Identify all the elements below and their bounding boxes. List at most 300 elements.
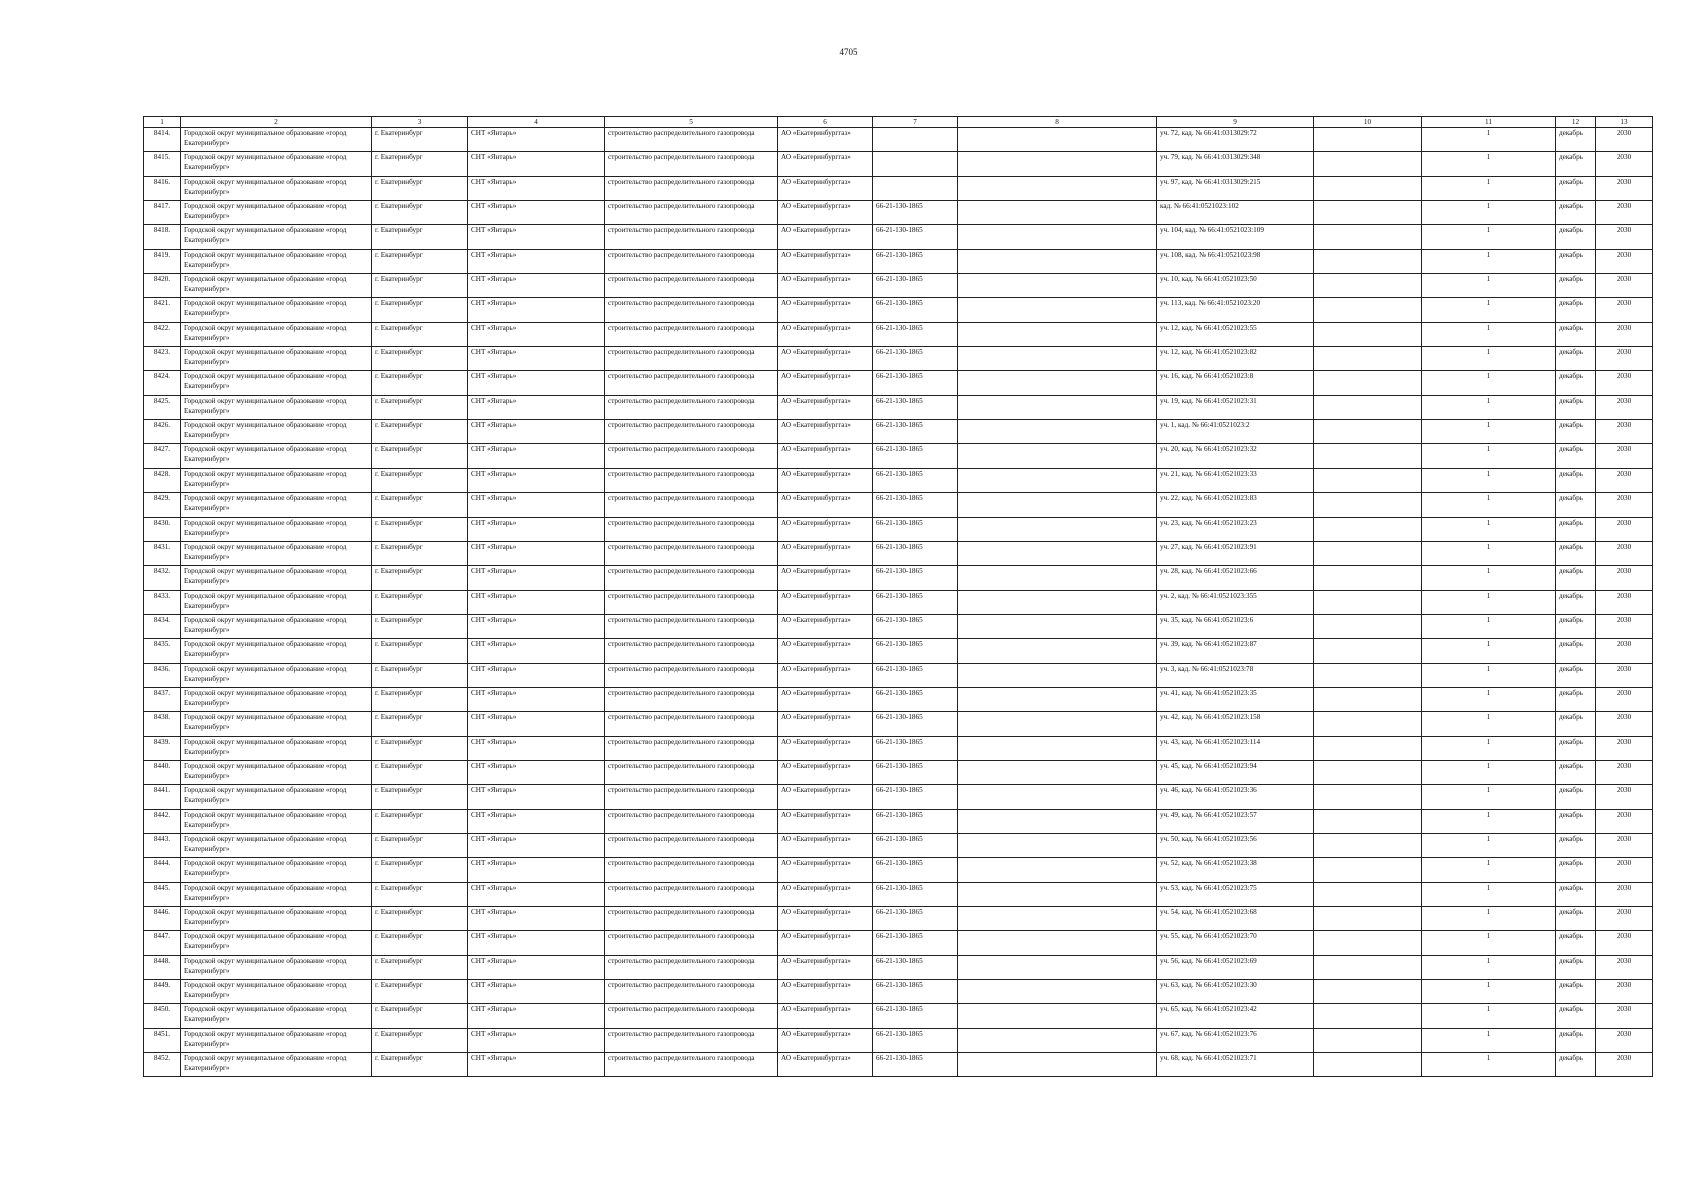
row-number: 8445. [144,882,181,906]
work-type-cell: строительство распределительного газопровода [605,298,778,322]
quantity-cell: 1 [1422,590,1556,614]
city-cell: г. Екатеринбург [372,980,468,1004]
work-type-cell: строительство распределительного газопровода [605,907,778,931]
table-row [144,566,1653,590]
municipality-cell: Городской округ муниципальное образование «город Екатеринбург» [181,980,372,1004]
column-10-cell [1314,152,1422,176]
city-cell: г. Екатеринбург [372,128,468,152]
month-cell: декабрь [1556,1004,1596,1028]
work-type-cell: строительство распределительного газопровода [605,371,778,395]
organization-cell: АО «Екатеринбурггаз» [778,736,873,760]
organization-cell: АО «Екатеринбурггаз» [778,1028,873,1052]
column-8-cell [958,395,1157,419]
table-row [144,201,1653,225]
permit-code-cell: 66-21-130-1865 [873,298,958,322]
column-8-cell [958,931,1157,955]
month-cell: декабрь [1556,201,1596,225]
column-8-cell [958,907,1157,931]
municipality-cell: Городской округ муниципальное образование «город Екатеринбург» [181,322,372,346]
row-number: 8435. [144,639,181,663]
month-cell: декабрь [1556,785,1596,809]
month-cell: декабрь [1556,517,1596,541]
quantity-cell: 1 [1422,907,1556,931]
work-type-cell: строительство распределительного газопровода [605,833,778,857]
organization-cell: АО «Екатеринбурггаз» [778,590,873,614]
municipality-cell: Городской округ муниципальное образование «город Екатеринбург» [181,955,372,979]
row-number: 8430. [144,517,181,541]
municipality-cell: Городской округ муниципальное образование «город Екатеринбург» [181,566,372,590]
object-cell: СНТ «Янтарь» [468,833,605,857]
permit-code-cell: 66-21-130-1865 [873,833,958,857]
column-10-cell [1314,493,1422,517]
organization-cell: АО «Екатеринбурггаз» [778,1004,873,1028]
city-cell: г. Екатеринбург [372,274,468,298]
table-row [144,687,1653,711]
organization-cell: АО «Екатеринбурггаз» [778,322,873,346]
row-number: 8438. [144,712,181,736]
object-cell: СНТ «Янтарь» [468,955,605,979]
column-8-cell [958,980,1157,1004]
parcel-cell: уч. 79, кад. № 66:41:0313029:348 [1157,152,1314,176]
permit-code-cell: 66-21-130-1865 [873,274,958,298]
permit-code-cell: 66-21-130-1865 [873,931,958,955]
object-cell: СНТ «Янтарь» [468,1053,605,1077]
row-number: 8428. [144,468,181,492]
municipality-cell: Городской округ муниципальное образование «город Екатеринбург» [181,882,372,906]
quantity-cell: 1 [1422,858,1556,882]
work-type-cell: строительство распределительного газопровода [605,1053,778,1077]
month-cell: декабрь [1556,736,1596,760]
work-type-cell: строительство распределительного газопровода [605,468,778,492]
month-cell: декабрь [1556,833,1596,857]
column-10-cell [1314,712,1422,736]
quantity-cell: 1 [1422,809,1556,833]
row-number: 8434. [144,614,181,638]
row-number: 8416. [144,176,181,200]
object-cell: СНТ «Янтарь» [468,274,605,298]
organization-cell: АО «Екатеринбурггаз» [778,444,873,468]
column-10-cell [1314,371,1422,395]
organization-cell: АО «Екатеринбурггаз» [778,614,873,638]
column-header: 1 [144,117,181,128]
month-cell: декабрь [1556,566,1596,590]
organization-cell: АО «Екатеринбурггаз» [778,395,873,419]
work-type-cell: строительство распределительного газопровода [605,517,778,541]
column-10-cell [1314,517,1422,541]
permit-code-cell: 66-21-130-1865 [873,493,958,517]
month-cell: декабрь [1556,493,1596,517]
object-cell: СНТ «Янтарь» [468,468,605,492]
permit-code-cell: 66-21-130-1865 [873,468,958,492]
column-10-cell [1314,298,1422,322]
row-number: 8451. [144,1028,181,1052]
month-cell: декабрь [1556,931,1596,955]
city-cell: г. Екатеринбург [372,541,468,565]
column-10-cell [1314,760,1422,784]
year-cell: 2030 [1596,663,1653,687]
column-8-cell [958,785,1157,809]
work-type-cell: строительство распределительного газопровода [605,1028,778,1052]
city-cell: г. Екатеринбург [372,444,468,468]
municipality-cell: Городской округ муниципальное образование «город Екатеринбург» [181,152,372,176]
permit-code-cell: 66-21-130-1865 [873,1004,958,1028]
work-type-cell: строительство распределительного газопровода [605,882,778,906]
year-cell: 2030 [1596,712,1653,736]
row-number: 8426. [144,420,181,444]
permit-code-cell: 66-21-130-1865 [873,712,958,736]
table-row [144,809,1653,833]
parcel-cell: уч. 97, кад. № 66:41:0313029:215 [1157,176,1314,200]
object-cell: СНТ «Янтарь» [468,298,605,322]
row-number: 8425. [144,395,181,419]
row-number: 8417. [144,201,181,225]
table-row [144,371,1653,395]
work-type-cell: строительство распределительного газопровода [605,590,778,614]
table-row [144,590,1653,614]
parcel-cell: уч. 43, кад. № 66:41:0521023:114 [1157,736,1314,760]
parcel-cell: уч. 22, кад. № 66:41:0521023:83 [1157,493,1314,517]
city-cell: г. Екатеринбург [372,420,468,444]
city-cell: г. Екатеринбург [372,1053,468,1077]
quantity-cell: 1 [1422,882,1556,906]
column-8-cell [958,1028,1157,1052]
parcel-cell: уч. 113, кад. № 66:41:0521023:20 [1157,298,1314,322]
quantity-cell: 1 [1422,249,1556,273]
city-cell: г. Екатеринбург [372,322,468,346]
row-number: 8422. [144,322,181,346]
object-cell: СНТ «Янтарь» [468,395,605,419]
parcel-cell: уч. 12, кад. № 66:41:0521023:55 [1157,322,1314,346]
quantity-cell: 1 [1422,566,1556,590]
work-type-cell: строительство распределительного газопровода [605,225,778,249]
municipality-cell: Городской округ муниципальное образование «город Екатеринбург» [181,517,372,541]
municipality-cell: Городской округ муниципальное образование «город Екатеринбург» [181,590,372,614]
month-cell: декабрь [1556,907,1596,931]
organization-cell: АО «Екатеринбурггаз» [778,858,873,882]
table-row [144,785,1653,809]
column-10-cell [1314,687,1422,711]
month-cell: декабрь [1556,347,1596,371]
header-row [144,117,1653,128]
table-row [144,152,1653,176]
column-10-cell [1314,663,1422,687]
permit-code-cell: 66-21-130-1865 [873,809,958,833]
month-cell: декабрь [1556,858,1596,882]
parcel-cell: уч. 27, кад. № 66:41:0521023:91 [1157,541,1314,565]
city-cell: г. Екатеринбург [372,736,468,760]
column-8-cell [958,274,1157,298]
work-type-cell: строительство распределительного газопровода [605,785,778,809]
quantity-cell: 1 [1422,931,1556,955]
column-8-cell [958,225,1157,249]
row-number: 8443. [144,833,181,857]
row-number: 8421. [144,298,181,322]
object-cell: СНТ «Янтарь» [468,493,605,517]
column-10-cell [1314,395,1422,419]
column-8-cell [958,882,1157,906]
column-8-cell [958,493,1157,517]
column-8-cell [958,468,1157,492]
city-cell: г. Екатеринбург [372,760,468,784]
parcel-cell: уч. 16, кад. № 66:41:0521023:8 [1157,371,1314,395]
permit-code-cell: 66-21-130-1865 [873,907,958,931]
quantity-cell: 1 [1422,663,1556,687]
month-cell: декабрь [1556,882,1596,906]
object-cell: СНТ «Янтарь» [468,1004,605,1028]
month-cell: декабрь [1556,371,1596,395]
work-type-cell: строительство распределительного газопровода [605,201,778,225]
table-row [144,249,1653,273]
permit-code-cell: 66-21-130-1865 [873,639,958,663]
table-row [144,980,1653,1004]
object-cell: СНТ «Янтарь» [468,541,605,565]
table-row [144,882,1653,906]
permit-code-cell: 66-21-130-1865 [873,1053,958,1077]
municipality-cell: Городской округ муниципальное образование «город Екатеринбург» [181,444,372,468]
table-row [144,395,1653,419]
municipality-cell: Городской округ муниципальное образование «город Екатеринбург» [181,420,372,444]
column-8-cell [958,176,1157,200]
table-row [144,444,1653,468]
municipality-cell: Городской округ муниципальное образование «город Екатеринбург» [181,736,372,760]
row-number: 8427. [144,444,181,468]
quantity-cell: 1 [1422,687,1556,711]
municipality-cell: Городской округ муниципальное образование «город Екатеринбург» [181,639,372,663]
column-10-cell [1314,1028,1422,1052]
work-type-cell: строительство распределительного газопровода [605,249,778,273]
permit-code-cell: 66-21-130-1865 [873,590,958,614]
month-cell: декабрь [1556,468,1596,492]
work-type-cell: строительство распределительного газопровода [605,931,778,955]
month-cell: декабрь [1556,980,1596,1004]
permit-code-cell: 66-21-130-1865 [873,785,958,809]
year-cell: 2030 [1596,201,1653,225]
parcel-cell: уч. 72, кад. № 66:41:0313029:72 [1157,128,1314,152]
parcel-cell: уч. 50, кад. № 66:41:0521023:56 [1157,833,1314,857]
permit-code-cell: 66-21-130-1865 [873,736,958,760]
parcel-cell: уч. 52, кад. № 66:41:0521023:38 [1157,858,1314,882]
row-number: 8437. [144,687,181,711]
column-10-cell [1314,444,1422,468]
city-cell: г. Екатеринбург [372,931,468,955]
column-8-cell [958,517,1157,541]
city-cell: г. Екатеринбург [372,614,468,638]
permit-code-cell: 66-21-130-1865 [873,444,958,468]
column-10-cell [1314,785,1422,809]
city-cell: г. Екатеринбург [372,347,468,371]
column-10-cell [1314,347,1422,371]
municipality-cell: Городской округ муниципальное образование «город Екатеринбург» [181,541,372,565]
city-cell: г. Екатеринбург [372,639,468,663]
quantity-cell: 1 [1422,128,1556,152]
column-10-cell [1314,736,1422,760]
column-10-cell [1314,274,1422,298]
year-cell: 2030 [1596,809,1653,833]
parcel-cell: уч. 104, кад. № 66:41:0521023:109 [1157,225,1314,249]
work-type-cell: строительство распределительного газопровода [605,152,778,176]
column-10-cell [1314,322,1422,346]
year-cell: 2030 [1596,176,1653,200]
year-cell: 2030 [1596,614,1653,638]
column-8-cell [958,687,1157,711]
municipality-cell: Городской округ муниципальное образование «город Екатеринбург» [181,809,372,833]
row-number: 8442. [144,809,181,833]
city-cell: г. Екатеринбург [372,298,468,322]
municipality-cell: Городской округ муниципальное образование «город Екатеринбург» [181,176,372,200]
quantity-cell: 1 [1422,274,1556,298]
quantity-cell: 1 [1422,712,1556,736]
column-header: 3 [372,117,468,128]
parcel-cell: уч. 39, кад. № 66:41:0521023:87 [1157,639,1314,663]
organization-cell: АО «Екатеринбурггаз» [778,809,873,833]
parcel-cell: уч. 23, кад. № 66:41:0521023:23 [1157,517,1314,541]
work-type-cell: строительство распределительного газопровода [605,566,778,590]
municipality-cell: Городской округ муниципальное образование «город Екатеринбург» [181,468,372,492]
column-8-cell [958,371,1157,395]
table-row [144,541,1653,565]
row-number: 8452. [144,1053,181,1077]
table-row [144,712,1653,736]
object-cell: СНТ «Янтарь» [468,907,605,931]
column-10-cell [1314,614,1422,638]
permit-code-cell: 66-21-130-1865 [873,614,958,638]
row-number: 8441. [144,785,181,809]
quantity-cell: 1 [1422,395,1556,419]
quantity-cell: 1 [1422,493,1556,517]
object-cell: СНТ «Янтарь» [468,517,605,541]
quantity-cell: 1 [1422,347,1556,371]
object-cell: СНТ «Янтарь» [468,639,605,663]
work-type-cell: строительство распределительного газопровода [605,322,778,346]
organization-cell: АО «Екатеринбурггаз» [778,882,873,906]
municipality-cell: Городской округ муниципальное образование «город Екатеринбург» [181,493,372,517]
column-8-cell [958,590,1157,614]
column-header: 10 [1314,117,1422,128]
city-cell: г. Екатеринбург [372,687,468,711]
parcel-cell: уч. 54, кад. № 66:41:0521023:68 [1157,907,1314,931]
year-cell: 2030 [1596,541,1653,565]
organization-cell: АО «Екатеринбурггаз» [778,833,873,857]
table-row [144,736,1653,760]
column-8-cell [958,152,1157,176]
organization-cell: АО «Екатеринбурггаз» [778,468,873,492]
object-cell: СНТ «Янтарь» [468,687,605,711]
work-type-cell: строительство распределительного газопровода [605,809,778,833]
organization-cell: АО «Екатеринбурггаз» [778,955,873,979]
month-cell: декабрь [1556,809,1596,833]
organization-cell: АО «Екатеринбурггаз» [778,152,873,176]
column-10-cell [1314,907,1422,931]
quantity-cell: 1 [1422,298,1556,322]
quantity-cell: 1 [1422,176,1556,200]
column-header: 7 [873,117,958,128]
table-row [144,322,1653,346]
permit-code-cell: 66-21-130-1865 [873,395,958,419]
municipality-cell: Городской округ муниципальное образование «город Екатеринбург» [181,1053,372,1077]
organization-cell: АО «Екатеринбурггаз» [778,274,873,298]
quantity-cell: 1 [1422,980,1556,1004]
city-cell: г. Екатеринбург [372,225,468,249]
city-cell: г. Екатеринбург [372,663,468,687]
table-row [144,614,1653,638]
column-8-cell [958,249,1157,273]
work-type-cell: строительство распределительного газопровода [605,420,778,444]
work-type-cell: строительство распределительного газопровода [605,663,778,687]
column-8-cell [958,760,1157,784]
parcel-cell: уч. 53, кад. № 66:41:0521023:75 [1157,882,1314,906]
parcel-cell: уч. 49, кад. № 66:41:0521023:57 [1157,809,1314,833]
table-row [144,1028,1653,1052]
object-cell: СНТ «Янтарь» [468,201,605,225]
parcel-cell: кад. № 66:41:0521023:102 [1157,201,1314,225]
permit-code-cell: 66-21-130-1865 [873,687,958,711]
quantity-cell: 1 [1422,955,1556,979]
permit-code-cell: 66-21-130-1865 [873,420,958,444]
city-cell: г. Екатеринбург [372,809,468,833]
object-cell: СНТ «Янтарь» [468,249,605,273]
row-number: 8431. [144,541,181,565]
organization-cell: АО «Екатеринбурггаз» [778,760,873,784]
column-8-cell [958,663,1157,687]
month-cell: декабрь [1556,760,1596,784]
quantity-cell: 1 [1422,371,1556,395]
quantity-cell: 1 [1422,517,1556,541]
parcel-cell: уч. 21, кад. № 66:41:0521023:33 [1157,468,1314,492]
quantity-cell: 1 [1422,468,1556,492]
parcel-cell: уч. 56, кад. № 66:41:0521023:69 [1157,955,1314,979]
parcel-cell: уч. 19, кад. № 66:41:0521023:31 [1157,395,1314,419]
year-cell: 2030 [1596,882,1653,906]
table-row [144,468,1653,492]
city-cell: г. Екатеринбург [372,468,468,492]
table-row [144,955,1653,979]
work-type-cell: строительство распределительного газопровода [605,493,778,517]
parcel-cell: уч. 42, кад. № 66:41:0521023:158 [1157,712,1314,736]
column-8-cell [958,614,1157,638]
object-cell: СНТ «Янтарь» [468,614,605,638]
quantity-cell: 1 [1422,201,1556,225]
municipality-cell: Городской округ муниципальное образование «город Екатеринбург» [181,298,372,322]
year-cell: 2030 [1596,322,1653,346]
column-10-cell [1314,176,1422,200]
table-row [144,760,1653,784]
city-cell: г. Екатеринбург [372,566,468,590]
column-8-cell [958,566,1157,590]
year-cell: 2030 [1596,420,1653,444]
month-cell: декабрь [1556,176,1596,200]
object-cell: СНТ «Янтарь» [468,371,605,395]
year-cell: 2030 [1596,517,1653,541]
table-row [144,907,1653,931]
parcel-cell: уч. 68, кад. № 66:41:0521023:71 [1157,1053,1314,1077]
quantity-cell: 1 [1422,225,1556,249]
municipality-cell: Городской округ муниципальное образование «город Екатеринбург» [181,614,372,638]
year-cell: 2030 [1596,298,1653,322]
quantity-cell: 1 [1422,1053,1556,1077]
organization-cell: АО «Екатеринбурггаз» [778,517,873,541]
year-cell: 2030 [1596,1028,1653,1052]
permit-code-cell: 66-21-130-1865 [873,566,958,590]
parcel-cell: уч. 20, кад. № 66:41:0521023:32 [1157,444,1314,468]
year-cell: 2030 [1596,225,1653,249]
month-cell: декабрь [1556,322,1596,346]
object-cell: СНТ «Янтарь» [468,444,605,468]
permit-code-cell: 66-21-130-1865 [873,541,958,565]
permit-code-cell: 66-21-130-1865 [873,858,958,882]
municipality-cell: Городской округ муниципальное образование «город Екатеринбург» [181,785,372,809]
table-row [144,833,1653,857]
work-type-cell: строительство распределительного газопровода [605,395,778,419]
